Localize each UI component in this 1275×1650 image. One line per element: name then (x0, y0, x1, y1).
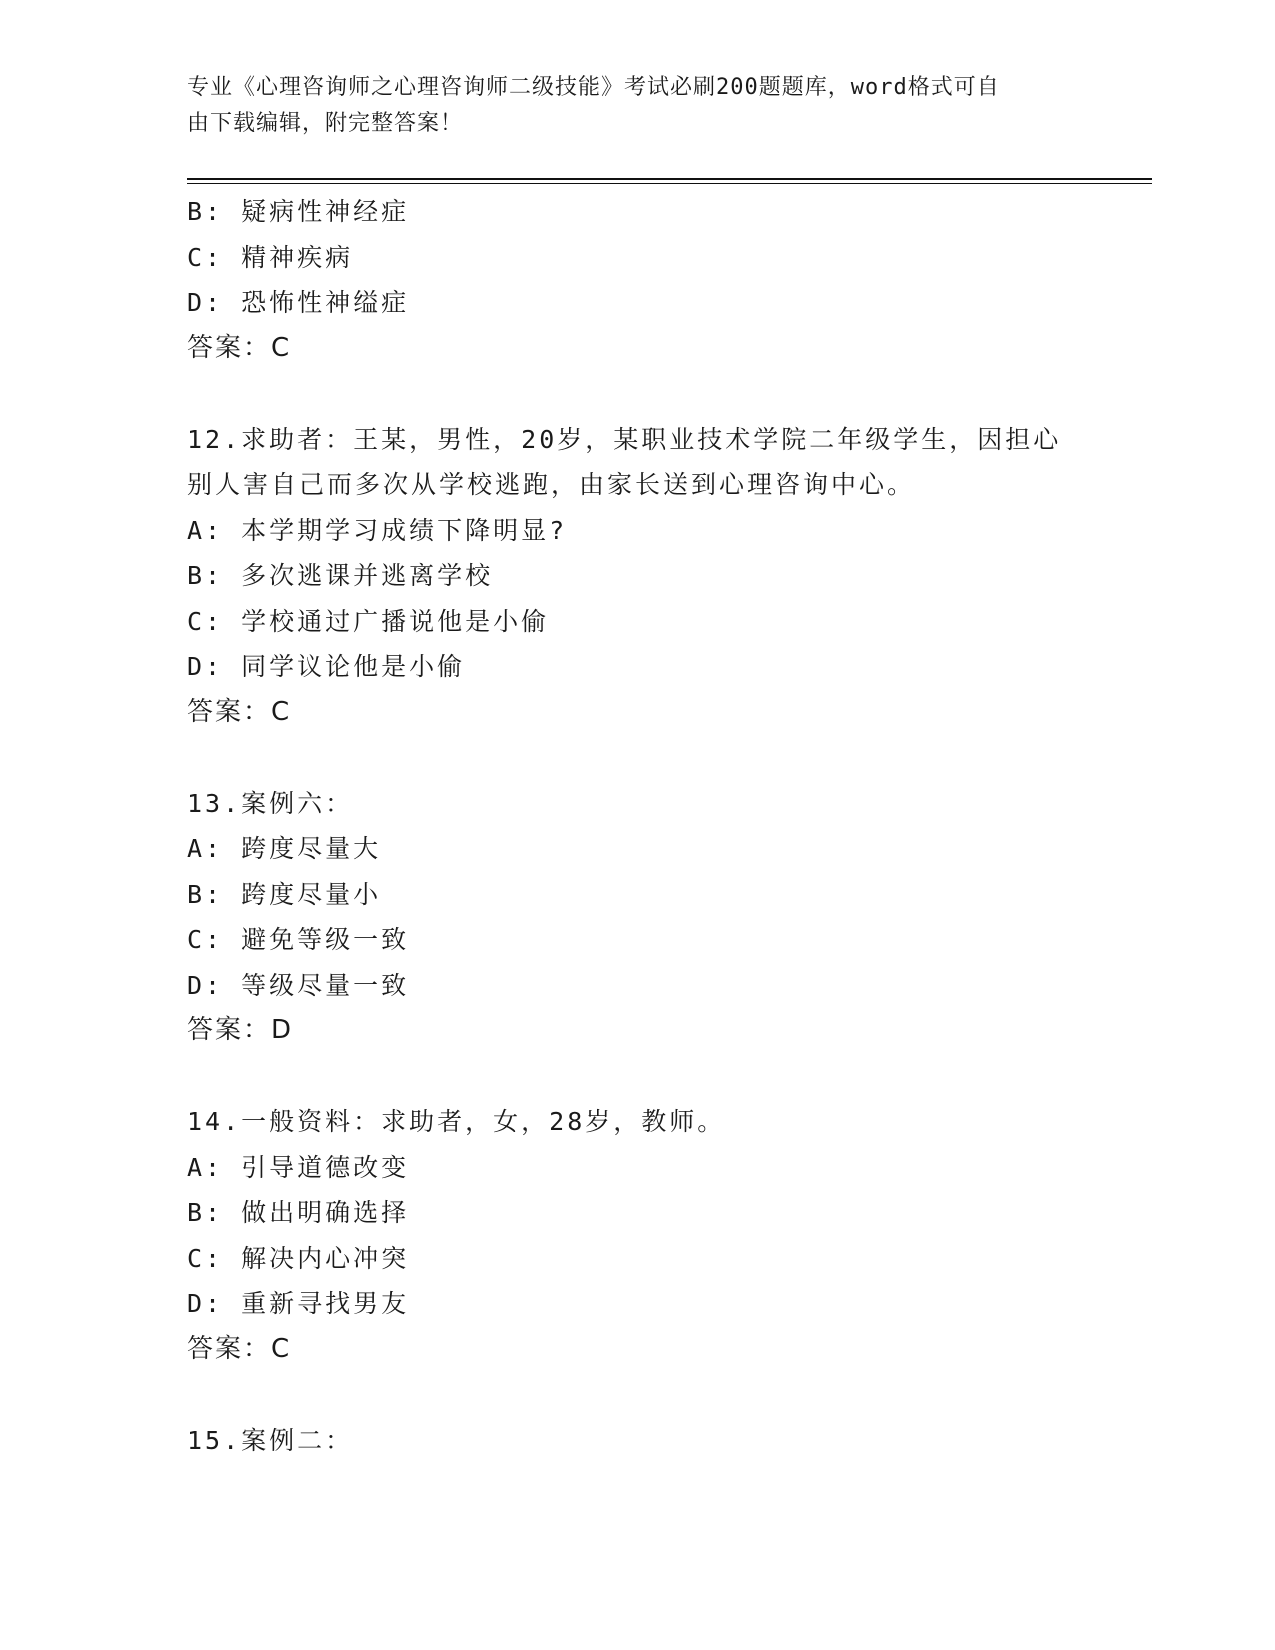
header-line-1: 专业《心理咨询师之心理咨询师二级技能》考试必刷200题题库，word格式可自 (187, 75, 1000, 100)
spacer (187, 1372, 1107, 1418)
option-d: D: 同学议论他是小偷 (187, 652, 466, 681)
question-14 (187, 1099, 1107, 1372)
option-d: D: 重新寻找男友 (187, 1289, 410, 1318)
answer-line: 答案：C (187, 1333, 292, 1364)
question-stem: 13.案例六： (187, 788, 354, 818)
question-11 (187, 189, 1107, 371)
question-stem: 14.一般资料：求助者，女，28岁，教师。 (187, 1107, 726, 1136)
option-d: D: 等级尽量一致 (187, 970, 410, 1000)
spacer (187, 371, 1107, 417)
option-b: B: 做出明确选择 (187, 1198, 410, 1227)
question-stem-line-1: 12.求助者：王某，男性，20岁，某职业技术学院二年级学生，因担心 (187, 424, 1062, 454)
spacer (187, 735, 1107, 781)
document-header (187, 70, 1067, 142)
option-b: B: 多次逃课并逃离学校 (187, 561, 494, 590)
spacer (187, 1054, 1107, 1100)
option-b: B: 跨度尽量小 (187, 879, 382, 909)
option-a: A: 本学期学习成绩下降明显? (187, 515, 568, 545)
header-line-2: 由下载编辑，附完整答案！ (187, 111, 464, 136)
option-c: C: 学校通过广播说他是小偷 (187, 606, 550, 636)
question-stem: 15.案例二： (187, 1425, 354, 1455)
header-divider-thin (187, 183, 1152, 184)
answer-line: 答案：C (187, 332, 292, 363)
question-15 (187, 1418, 1107, 1464)
option-a: A: 跨度尽量大 (187, 834, 382, 863)
question-13 (187, 781, 1107, 1054)
option-c: C: 精神疾病 (187, 242, 354, 272)
option-c: C: 避免等级一致 (187, 925, 410, 954)
option-d: D: 恐怖性神缢症 (187, 288, 410, 317)
question-12 (187, 417, 1107, 736)
header-divider-thick (187, 178, 1152, 180)
answer-line: 答案：D (187, 1015, 294, 1045)
answer-line: 答案：C (187, 696, 292, 727)
option-c: C: 解决内心冲突 (187, 1243, 410, 1273)
question-stem-line-2: 别人害自己而多次从学校逃跑，由家长送到心理咨询中心。 (187, 470, 916, 499)
question-list (187, 189, 1107, 1463)
option-b: B: 疑病性神经症 (187, 197, 410, 226)
option-a: A: 引导道德改变 (187, 1152, 410, 1182)
